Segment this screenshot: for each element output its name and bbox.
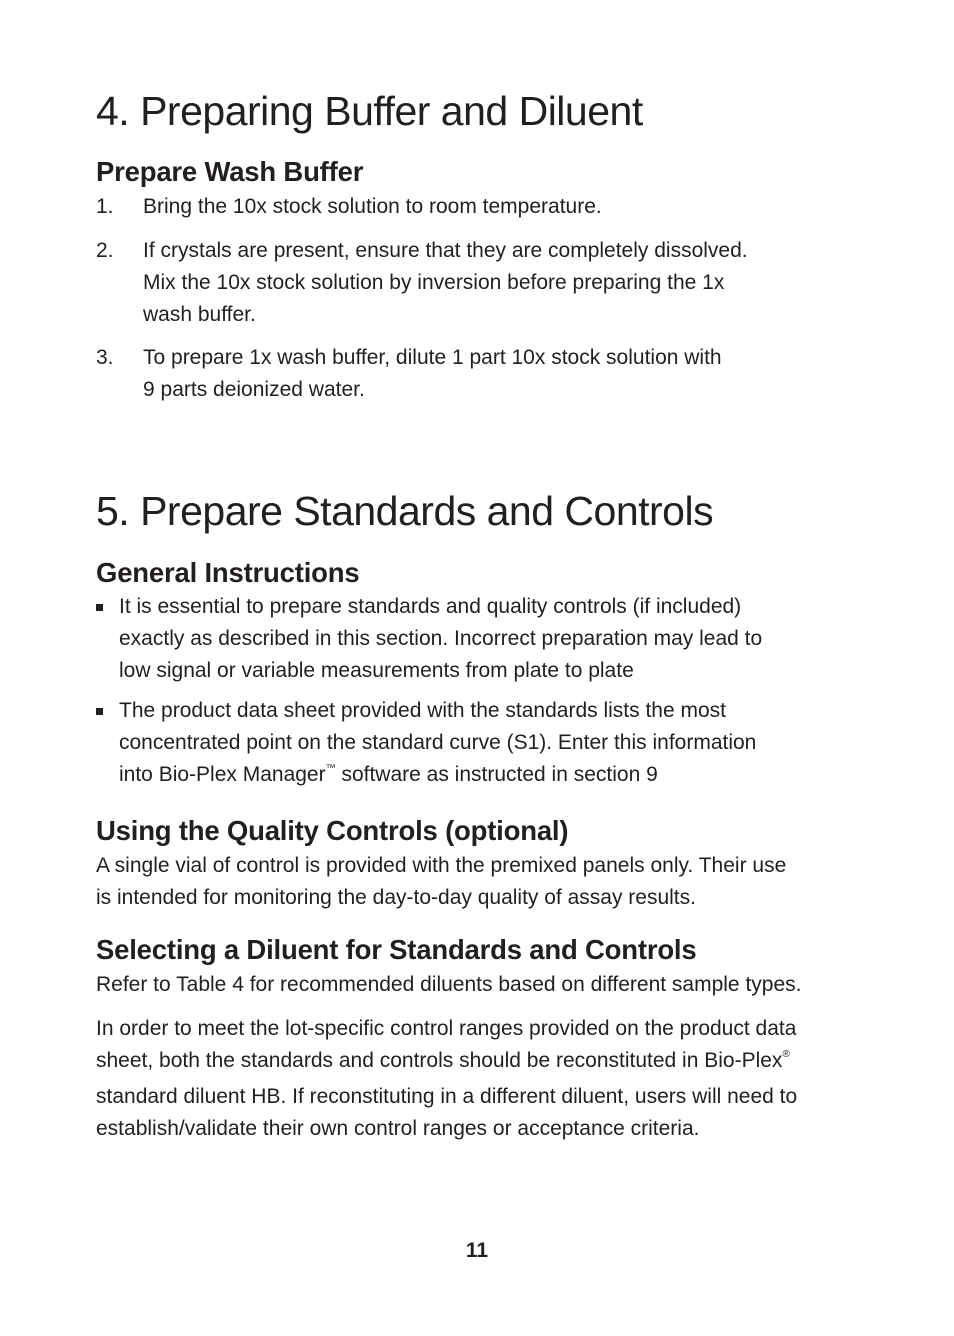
paragraph-line: standard diluent HB. If reconstituting in a different diluent, users will need to	[96, 1085, 798, 1108]
general-instructions-list	[96, 591, 866, 795]
section-4-title: 4. Preparing Buffer and Diluent	[96, 88, 643, 134]
wash-buffer-steps	[96, 191, 866, 406]
list-item	[96, 235, 866, 331]
bullet-text-line: concentrated point on the standard curve (S1). Enter this information	[119, 731, 757, 754]
step-number: 3.	[96, 346, 114, 369]
diluent-paragraph-2	[96, 1013, 866, 1145]
registered-mark: ®	[782, 1049, 790, 1060]
section-5-title: 5. Prepare Standards and Controls	[96, 488, 714, 534]
bullet-text-line	[119, 759, 866, 795]
bullet-icon	[96, 708, 103, 715]
step-text-line: If crystals are present, ensure that they are completely dissolved.	[143, 239, 748, 262]
step-text-line: 9 parts deionized water.	[143, 378, 365, 401]
bullet-icon	[96, 604, 103, 611]
page-number: 11	[465, 1239, 489, 1262]
step-text-line: Bring the 10x stock solution to room temperature.	[143, 195, 602, 218]
step-text-line: Mix the 10x stock solution by inversion before preparing the 1x	[143, 271, 725, 294]
general-instructions-heading: General Instructions	[96, 557, 360, 588]
bullet-text-pre: into Bio-Plex Manager	[119, 763, 326, 786]
paragraph-line	[96, 1045, 866, 1081]
paragraph-line: Refer to Table 4 for recommended diluents based on different sample types.	[96, 973, 802, 996]
paragraph-line: is intended for monitoring the day-to-day quality of assay results.	[96, 886, 696, 909]
list-item	[96, 342, 866, 406]
diluent-paragraph-1	[96, 969, 866, 1001]
paragraph-text-pre: sheet, both the standards and controls should be reconstituted in Bio-Plex	[96, 1049, 783, 1072]
quality-controls-paragraph	[96, 850, 866, 914]
trademark-mark: ™	[325, 763, 336, 774]
paragraph-line: establish/validate their own control ranges or acceptance criteria.	[96, 1117, 700, 1140]
paragraph-line: A single vial of control is provided with the premixed panels only. Their use	[96, 854, 787, 877]
quality-controls-heading: Using the Quality Controls (optional)	[96, 815, 569, 846]
step-number: 1.	[96, 195, 114, 218]
list-item	[96, 591, 866, 687]
step-text-line: To prepare 1x wash buffer, dilute 1 part 10x stock solution with	[143, 346, 722, 369]
bullet-text-line: low signal or variable measurements from plate to plate	[119, 659, 634, 682]
bullet-text-line: exactly as described in this section. Incorrect preparation may lead to	[119, 627, 763, 650]
selecting-diluent-heading: Selecting a Diluent for Standards and Controls	[96, 934, 697, 965]
bullet-text-line: The product data sheet provided with the standards lists the most	[119, 699, 727, 722]
list-item	[96, 191, 866, 223]
bullet-text-post: software as instructed in section 9	[335, 763, 658, 786]
list-item	[96, 695, 866, 795]
paragraph-line: In order to meet the lot-specific control ranges provided on the product data	[96, 1017, 797, 1040]
step-number: 2.	[96, 239, 114, 262]
step-text-line: wash buffer.	[143, 303, 256, 326]
prepare-wash-buffer-heading: Prepare Wash Buffer	[96, 156, 364, 187]
bullet-text-line: It is essential to prepare standards and quality controls (if included)	[119, 595, 742, 618]
